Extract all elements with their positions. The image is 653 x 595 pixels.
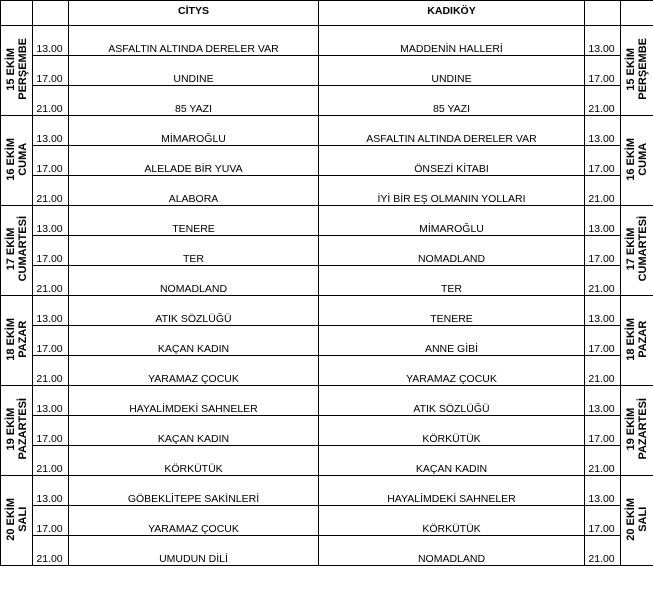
- day-date: 20 EKİM: [4, 497, 17, 541]
- time-left: 17.00: [33, 236, 69, 266]
- header-empty-right: [621, 1, 653, 26]
- film-citys: UNDINE: [69, 56, 319, 86]
- film-kadikoy: NOMADLAND: [319, 536, 585, 566]
- time-right: 13.00: [585, 116, 621, 146]
- day-date: 19 EKİM: [625, 407, 637, 451]
- film-citys: NOMADLAND: [69, 266, 319, 296]
- time-right: 21.00: [585, 266, 621, 296]
- schedule-row: [1, 476, 653, 506]
- day-weekday: PERŞEMBE: [16, 38, 29, 100]
- day-label-right: [621, 386, 653, 476]
- film-citys: 85 YAZI: [69, 86, 319, 116]
- film-citys: MİMAROĞLU: [69, 116, 319, 146]
- time-right: 13.00: [585, 476, 621, 506]
- day-label-left: [1, 206, 33, 296]
- time-right: 21.00: [585, 86, 621, 116]
- film-citys: TER: [69, 236, 319, 266]
- schedule-row: [1, 26, 653, 56]
- time-left: 13.00: [33, 116, 69, 146]
- day-label-right: [621, 116, 653, 206]
- film-kadikoy: 85 YAZI: [319, 86, 585, 116]
- time-right: 21.00: [585, 356, 621, 386]
- day-weekday: CUMA: [16, 142, 29, 176]
- film-citys: UMUDUN DİLİ: [69, 536, 319, 566]
- day-label-text: [5, 498, 29, 541]
- day-label-right: [621, 296, 653, 386]
- day-weekday: PERŞEMBE: [637, 38, 649, 100]
- film-citys: ASFALTIN ALTINDA DERELER VAR: [69, 26, 319, 56]
- day-weekday: SALI: [16, 506, 29, 532]
- schedule-row: [1, 266, 653, 296]
- day-weekday: PAZARTESİ: [16, 398, 29, 460]
- schedule-row: [1, 296, 653, 326]
- time-left: 13.00: [33, 206, 69, 236]
- time-right: 13.00: [585, 26, 621, 56]
- time-right: 17.00: [585, 146, 621, 176]
- day-weekday: PAZAR: [16, 320, 29, 358]
- time-left: 17.00: [33, 326, 69, 356]
- day-label-text: [625, 216, 649, 281]
- schedule-row: [1, 176, 653, 206]
- schedule-row: [1, 506, 653, 536]
- film-citys: TENERE: [69, 206, 319, 236]
- film-citys: KAÇAN KADIN: [69, 416, 319, 446]
- film-citys: KAÇAN KADIN: [69, 326, 319, 356]
- day-date: 20 EKİM: [625, 497, 637, 541]
- time-left: 13.00: [33, 26, 69, 56]
- film-kadikoy: ÖNSEZİ KİTABI: [319, 146, 585, 176]
- day-date: 16 EKİM: [625, 137, 637, 181]
- schedule-row: [1, 86, 653, 116]
- time-left: 21.00: [33, 176, 69, 206]
- day-weekday: CUMARTESİ: [16, 216, 29, 282]
- day-date: 18 EKİM: [625, 317, 637, 361]
- film-kadikoy: KAÇAN KADIN: [319, 446, 585, 476]
- time-right: 17.00: [585, 56, 621, 86]
- time-left: 21.00: [33, 356, 69, 386]
- time-right: 21.00: [585, 536, 621, 566]
- time-right: 13.00: [585, 296, 621, 326]
- time-right: 13.00: [585, 206, 621, 236]
- day-weekday: PAZAR: [637, 320, 649, 358]
- film-kadikoy: HAYALİMDEKİ SAHNELER: [319, 476, 585, 506]
- schedule-row: [1, 146, 653, 176]
- header-empty-time-left: [33, 1, 69, 26]
- time-left: 13.00: [33, 296, 69, 326]
- time-right: 17.00: [585, 326, 621, 356]
- time-right: 17.00: [585, 416, 621, 446]
- day-date: 17 EKİM: [4, 227, 17, 271]
- schedule-row: [1, 536, 653, 566]
- film-kadikoy: NOMADLAND: [319, 236, 585, 266]
- day-label-right: [621, 206, 653, 296]
- time-left: 17.00: [33, 506, 69, 536]
- schedule-row: [1, 206, 653, 236]
- day-label-text: [5, 216, 29, 281]
- day-date: 17 EKİM: [625, 227, 637, 271]
- film-kadikoy: ASFALTIN ALTINDA DERELER VAR: [319, 116, 585, 146]
- schedule-row: [1, 416, 653, 446]
- film-kadikoy: ATIK SÖZLÜĞÜ: [319, 386, 585, 416]
- header-citys: CİTYS: [69, 1, 319, 26]
- day-label-text: [625, 398, 649, 460]
- day-date: 19 EKİM: [4, 407, 17, 451]
- schedule-row: [1, 386, 653, 416]
- day-weekday: CUMARTESİ: [637, 216, 649, 282]
- day-label-left: [1, 476, 33, 566]
- film-kadikoy: KÖRKÜTÜK: [319, 416, 585, 446]
- schedule-row: [1, 116, 653, 146]
- time-right: 21.00: [585, 446, 621, 476]
- film-kadikoy: MADDENİN HALLERİ: [319, 26, 585, 56]
- time-left: 21.00: [33, 86, 69, 116]
- time-left: 17.00: [33, 56, 69, 86]
- day-label-right: [621, 476, 653, 566]
- schedule-row: [1, 326, 653, 356]
- day-weekday: SALI: [637, 506, 649, 532]
- day-weekday: PAZARTESİ: [637, 398, 649, 460]
- day-weekday: CUMA: [637, 142, 649, 176]
- day-label-text: [625, 498, 649, 541]
- time-right: 21.00: [585, 176, 621, 206]
- header-kadikoy: KADIKÖY: [319, 1, 585, 26]
- film-citys: ALABORA: [69, 176, 319, 206]
- film-citys: YARAMAZ ÇOCUK: [69, 506, 319, 536]
- film-citys: YARAMAZ ÇOCUK: [69, 356, 319, 386]
- film-kadikoy: UNDINE: [319, 56, 585, 86]
- day-label-text: [5, 318, 29, 361]
- day-date: 18 EKİM: [4, 317, 17, 361]
- header-row: [1, 1, 653, 26]
- film-kadikoy: TENERE: [319, 296, 585, 326]
- day-date: 15 EKİM: [625, 47, 637, 91]
- film-citys: KÖRKÜTÜK: [69, 446, 319, 476]
- day-date: 15 EKİM: [4, 47, 17, 91]
- film-kadikoy: YARAMAZ ÇOCUK: [319, 356, 585, 386]
- film-citys: ALELADE BİR YUVA: [69, 146, 319, 176]
- day-label-left: [1, 296, 33, 386]
- film-kadikoy: ANNE GİBİ: [319, 326, 585, 356]
- time-left: 21.00: [33, 446, 69, 476]
- film-kadikoy: TER: [319, 266, 585, 296]
- schedule-row: [1, 356, 653, 386]
- day-date: 16 EKİM: [4, 137, 17, 181]
- film-citys: HAYALİMDEKİ SAHNELER: [69, 386, 319, 416]
- time-right: 17.00: [585, 236, 621, 266]
- day-label-left: [1, 116, 33, 206]
- film-kadikoy: KÖRKÜTÜK: [319, 506, 585, 536]
- time-left: 13.00: [33, 476, 69, 506]
- time-left: 17.00: [33, 416, 69, 446]
- day-label-text: [625, 318, 649, 361]
- day-label-text: [5, 398, 29, 460]
- day-label-left: [1, 26, 33, 116]
- day-label-text: [5, 138, 29, 181]
- schedule-row: [1, 56, 653, 86]
- header-empty-time-right: [585, 1, 621, 26]
- day-label-text: [625, 38, 649, 100]
- time-right: 17.00: [585, 506, 621, 536]
- day-label-left: [1, 386, 33, 476]
- time-right: 13.00: [585, 386, 621, 416]
- film-kadikoy: İYİ BİR EŞ OLMANIN YOLLARI: [319, 176, 585, 206]
- time-left: 17.00: [33, 146, 69, 176]
- day-label-text: [625, 138, 649, 181]
- schedule-row: [1, 446, 653, 476]
- header-empty-left: [1, 1, 33, 26]
- day-label-text: [5, 38, 29, 100]
- schedule-row: [1, 236, 653, 266]
- film-citys: GÖBEKLİTEPE SAKİNLERİ: [69, 476, 319, 506]
- time-left: 21.00: [33, 536, 69, 566]
- film-kadikoy: MİMAROĞLU: [319, 206, 585, 236]
- time-left: 21.00: [33, 266, 69, 296]
- time-left: 13.00: [33, 386, 69, 416]
- day-label-right: [621, 26, 653, 116]
- film-citys: ATIK SÖZLÜĞÜ: [69, 296, 319, 326]
- schedule-body: [1, 1, 653, 566]
